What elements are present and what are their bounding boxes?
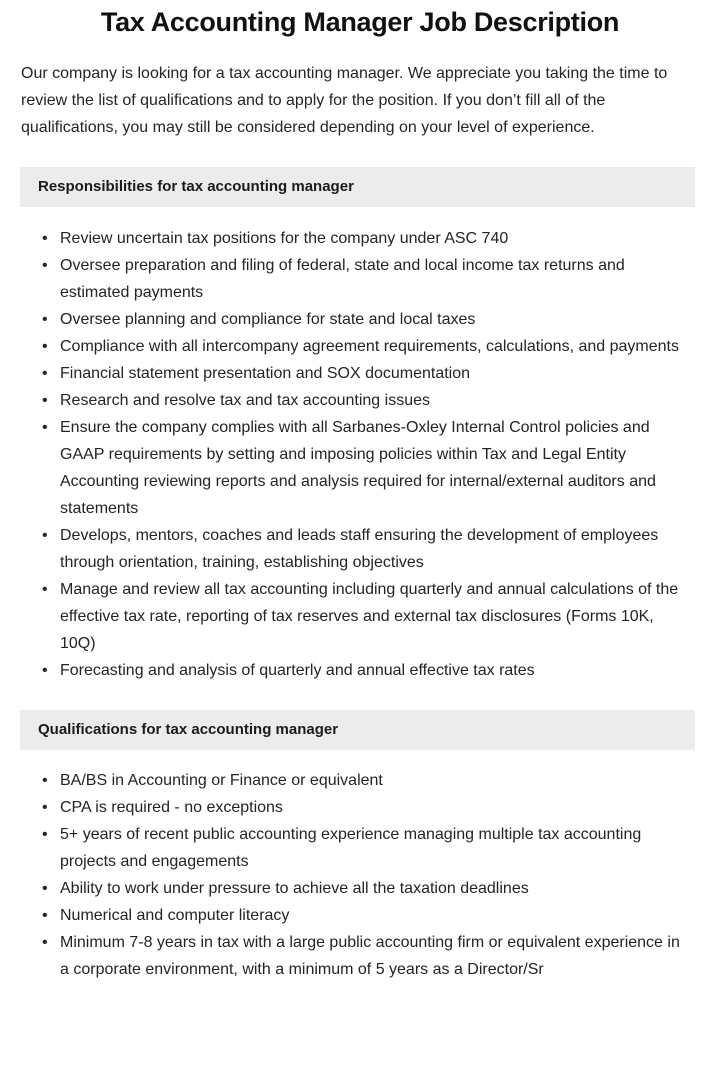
qualifications-section: [0, 710, 720, 983]
list-item: • Oversee preparation and filing of federal, state and local income tax returns and estimated payments: [0, 252, 700, 306]
list-item: • Minimum 7-8 years in tax with a large public accounting firm or equivalent experience in a corporate environment, with a minimum of 5 years as a Director/Sr: [0, 929, 700, 983]
qualifications-list: [0, 750, 720, 983]
list-item: • BA/BS in Accounting or Finance or equivalent: [0, 767, 700, 794]
list-item: • Compliance with all intercompany agreement requirements, calculations, and payments: [0, 333, 700, 360]
list-item: • Manage and review all tax accounting including quarterly and annual calculations of the effective tax rate, reporting of tax reserves and external tax disclosures (Forms 10K, 10Q): [0, 576, 700, 657]
page-title: Tax Accounting Manager Job Description: [100, 7, 620, 37]
list-item: • Financial statement presentation and SOX documentation: [0, 360, 700, 387]
list-item: • Research and resolve tax and tax accounting issues: [0, 387, 700, 414]
list-item: • Ensure the company complies with all Sarbanes-Oxley Internal Control policies and GAAP requirements by setting and imposing policies within Tax and Legal Entity Accounting reviewing reports and analysis required for internal/external auditors and statements: [0, 414, 700, 522]
list-item: • Numerical and computer literacy: [0, 902, 700, 929]
list-item: • CPA is required - no exceptions: [0, 794, 700, 821]
responsibilities-list: [0, 207, 720, 684]
list-item: • Develops, mentors, coaches and leads staff ensuring the development of employees through orientation, training, establishing objectives: [0, 522, 700, 576]
responsibilities-section: [0, 167, 720, 684]
list-item: • 5+ years of recent public accounting experience managing multiple tax accounting projects and engagements: [0, 821, 700, 875]
list-item: • Oversee planning and compliance for state and local taxes: [0, 306, 700, 333]
list-item: • Ability to work under pressure to achieve all the taxation deadlines: [0, 875, 700, 902]
list-item: • Review uncertain tax positions for the company under ASC 740: [0, 225, 700, 252]
list-item: • Forecasting and analysis of quarterly and annual effective tax rates: [0, 657, 700, 684]
page-bottom-spacer: [0, 983, 720, 1007]
section-heading-responsibilities: Responsibilities for tax accounting manager: [20, 167, 695, 207]
section-heading-qualifications: Qualifications for tax accounting manager: [20, 710, 695, 750]
intro-paragraph: Our company is looking for a tax accounting manager. We appreciate you taking the time to review the list of qualifications and to apply for the position. If you don’t fill all of the qualifications, you may still be considered depending on your level of experience.: [21, 65, 668, 137]
